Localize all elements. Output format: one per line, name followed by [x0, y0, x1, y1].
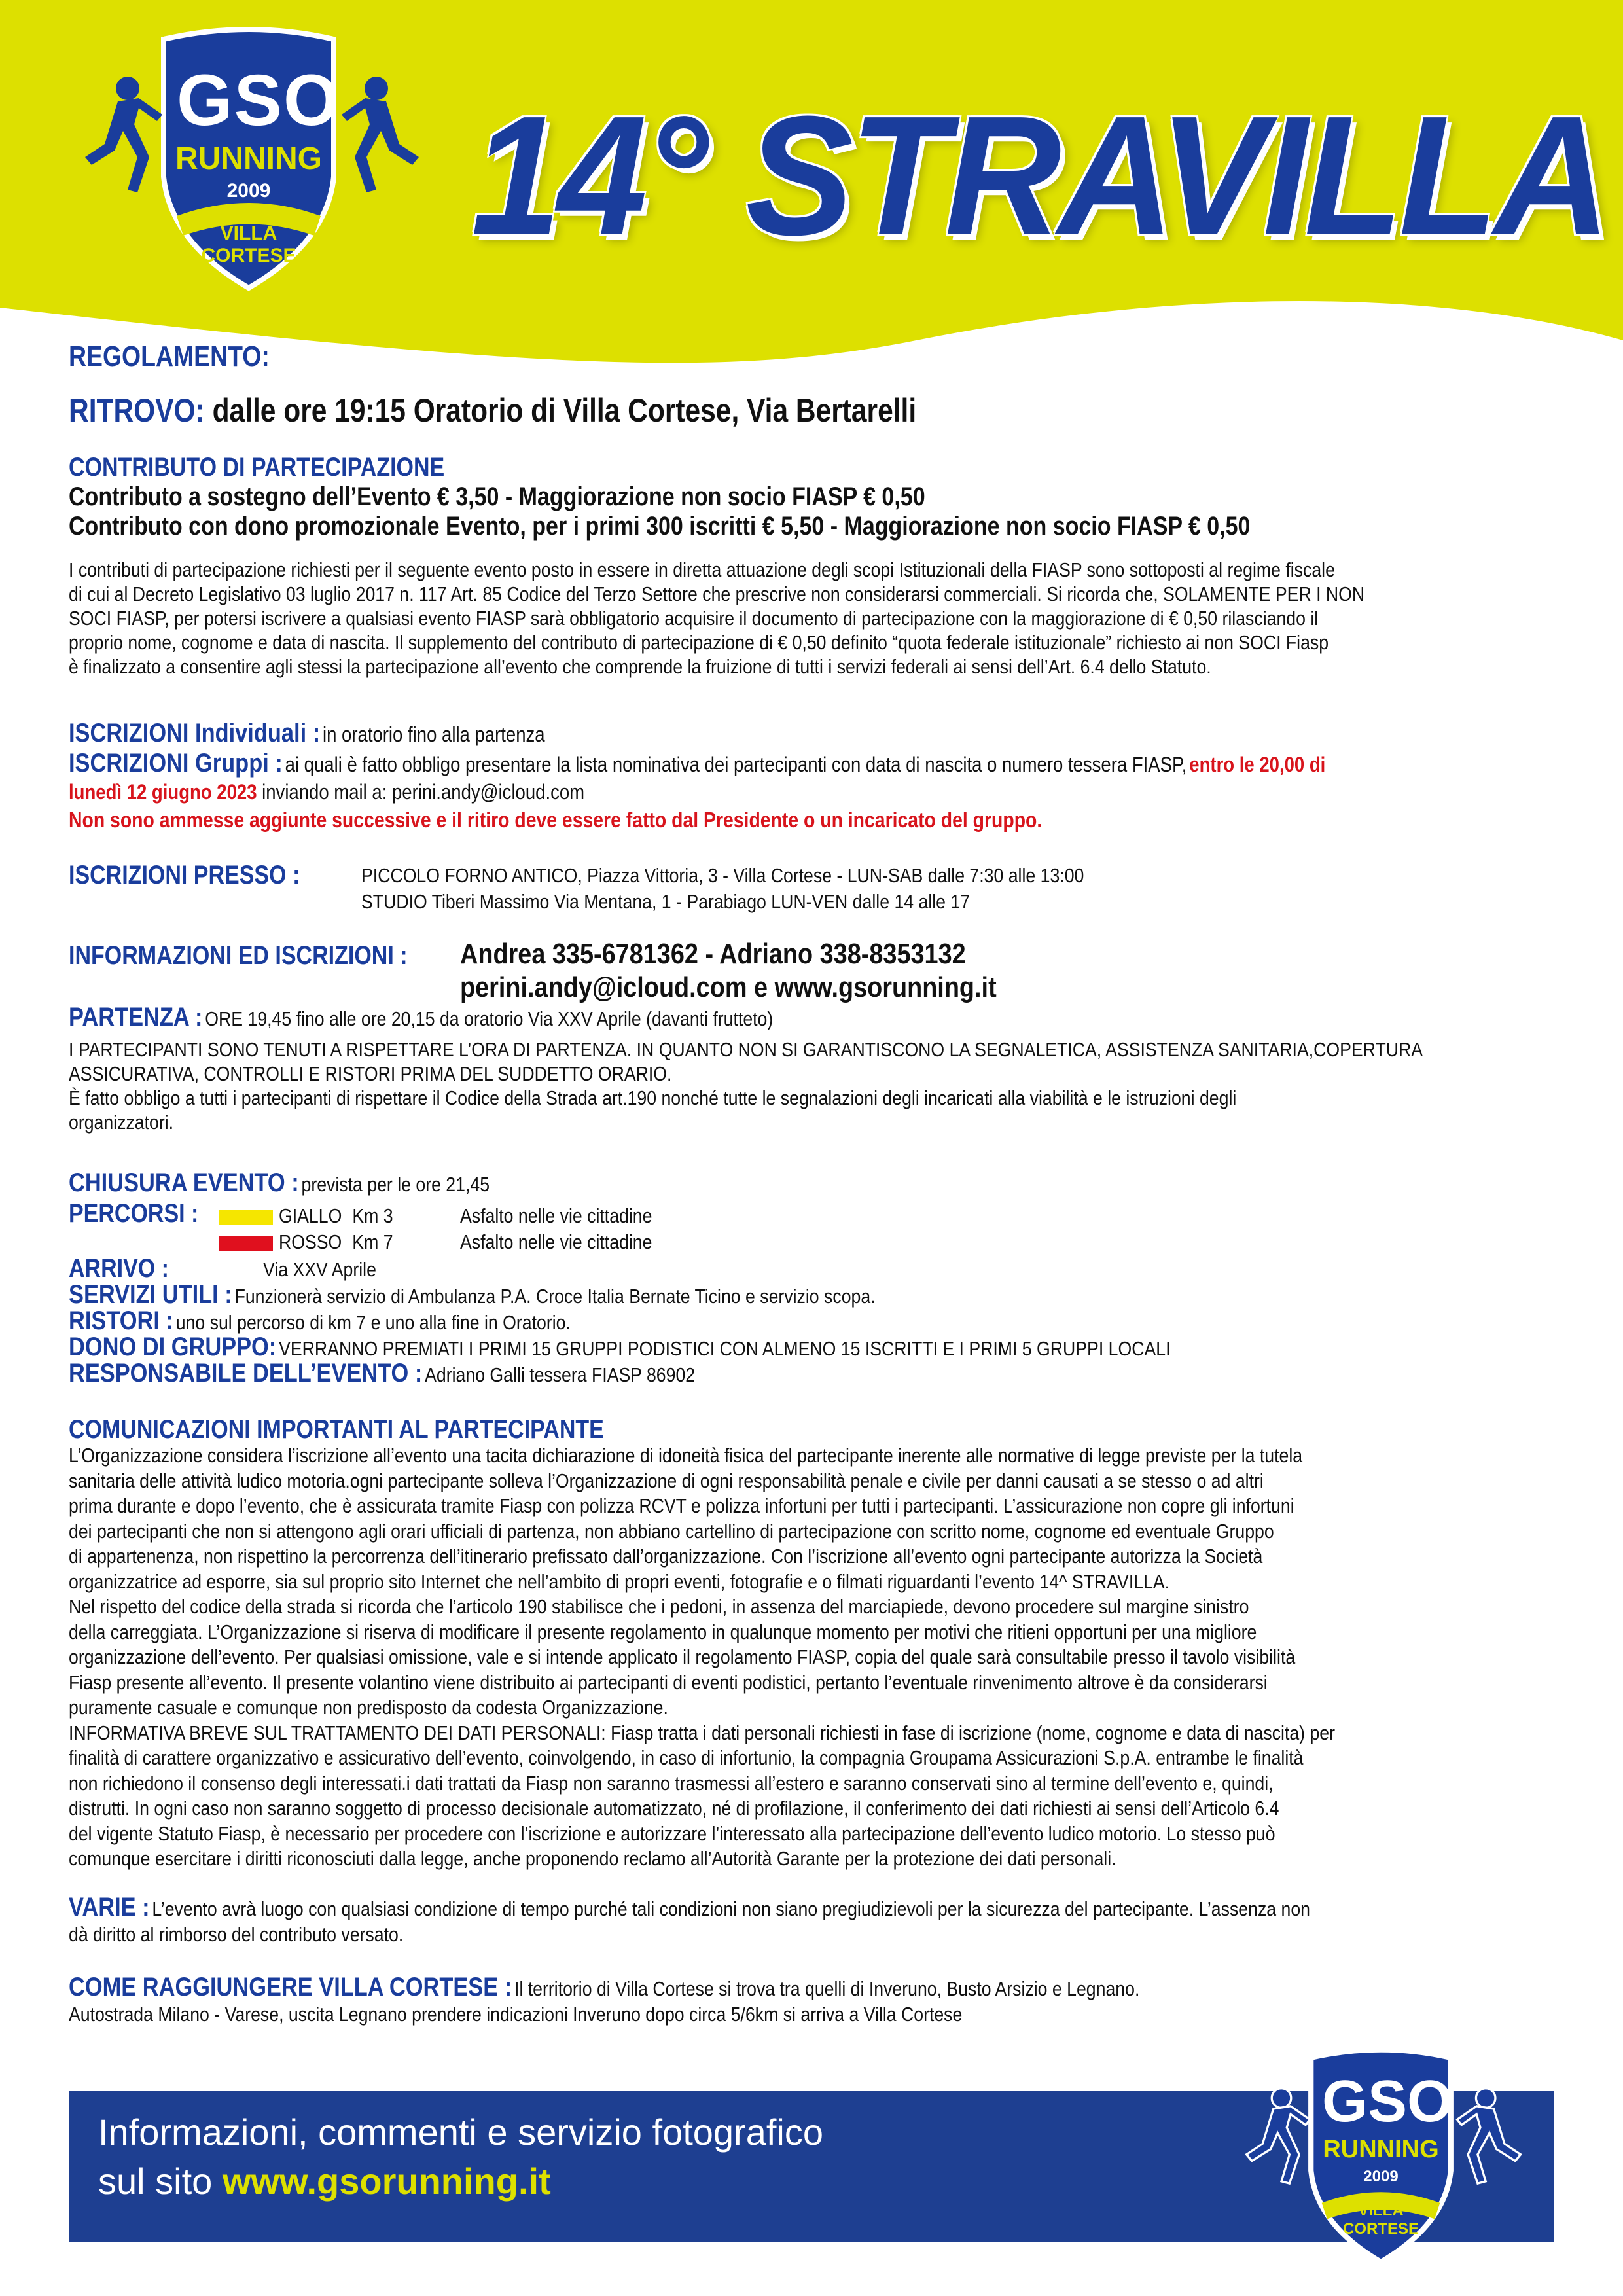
ristori-row — [69, 1306, 571, 1336]
iscrizioni-mail-row — [69, 780, 584, 804]
chiusura-text: prevista per le ore 21,45 — [301, 1173, 490, 1196]
iscrizioni-deadline-b: lunedì 12 giugno 2023 — [69, 780, 257, 804]
contributo-paragraph-line: è finalizzato a consentire agli stessi la partecipazione all’evento che comprende la fruizione di tutti i servizi federali ai sensi dell’Art. 6.4 dello Statuto. — [69, 655, 1211, 678]
servizi-row — [69, 1280, 876, 1310]
presso-label: ISCRIZIONI PRESSO : — [69, 861, 300, 889]
partenza-line: organizzatori. — [69, 1111, 174, 1134]
contributo-paragraph-line: SOCI FIASP, per potersi iscrivere a qualsiasi evento FIASP sarà obbligatorio acquisire il documento di partecipazione con la maggiorazione di € 0,50 rilasciando il — [69, 607, 1319, 630]
partenza-line: ASSICURATIVA, CONTROLLI E RISTORI PRIMA DEL SUDDETTO ORARIO. — [69, 1062, 672, 1085]
iscrizioni-gruppi-text: ai quali è fatto obbligo presentare la lista nominativa dei partecipanti con data di nascita o numero tessera FIASP, — [285, 753, 1187, 776]
route-note: Asfalto nelle vie cittadine — [460, 1230, 652, 1253]
percorsi-label: PERCORSI : — [69, 1199, 199, 1228]
come-row — [69, 1973, 1139, 2002]
logo-running-text: RUNNING — [175, 141, 322, 176]
presso-line1: PICCOLO FORNO ANTICO, Piazza Vittoria, 3 - Villa Cortese - LUN-SAB dalle 7:30 alle 13:00 — [361, 864, 1084, 887]
ritrovo-label: RITROVO: — [69, 392, 205, 429]
partenza-row — [69, 1003, 773, 1032]
comunicazioni-line: Nel rispetto del codice della strada si ricorda che l’articolo 190 stabilisce che i pedoni, in assenza del marciapiede, devono procedere sul margine sinistro — [69, 1595, 1249, 1618]
gso-logo-footer — [1230, 2042, 1531, 2278]
route-note: Asfalto nelle vie cittadine — [460, 1204, 652, 1227]
varie-row — [69, 1893, 1310, 1922]
varie-text2: dà diritto al rimborso del contributo versato. — [69, 1923, 404, 1946]
comunicazioni-paragraph — [69, 1443, 1465, 1872]
dono-text: VERRANNO PREMIATI I PRIMI 15 GRUPPI PODISTICI CON ALMENO 15 ISCRITTI E I PRIMI 5 GRUPPI LOCALI — [279, 1337, 1171, 1360]
comunicazioni-line: organizzazione dell’evento. Per qualsiasi omissione, vale e si intende applicato il regolamento FIASP, copia del quale sarà consultabile presso il tavolo visibilità — [69, 1645, 1296, 1668]
comunicazioni-line: finalità di carattere organizzativo e assicurativo dell’evento, coinvolgendo, in caso di infortunio, la compagnia Groupama Assicurazioni S.p.A. entrambe le finalità — [69, 1746, 1304, 1769]
route-km: Km 3 — [351, 1204, 393, 1227]
dono-row — [69, 1333, 1170, 1362]
event-title: 14° STRAVILLA — [471, 81, 1607, 271]
website-link[interactable]: www.gsorunning.it — [222, 2161, 551, 2202]
info-line1: Andrea 335-6781362 - Adriano 338-8353132 — [460, 938, 966, 970]
partenza-text: ORE 19,45 fino alle ore 20,15 da oratorio Via XXV Aprile (davanti frutteto) — [205, 1007, 774, 1030]
contributo-label: CONTRIBUTO DI PARTECIPAZIONE — [69, 453, 445, 482]
varie-label: VARIE : — [69, 1893, 150, 1922]
partenza-line: I PARTECIPANTI SONO TENUTI A RISPETTARE L’ORA DI PARTENZA. IN QUANTO NON SI GARANTISCONO LA SEGNALETICA, ASSISTENZA SANITARIA,COPERTURA — [69, 1038, 1423, 1061]
logo-year-text: 2009 — [226, 180, 271, 202]
comunicazioni-line: organizzatrice ad esporre, sia sul proprio sito Internet che nell’ambito di propri eventi, fotografie e o filmati riguardanti l’evento 14^ STRAVILLA. — [69, 1570, 1170, 1593]
logo-place-text: VILLA CORTESE — [1342, 2202, 1419, 2238]
route-name: GIALLO — [278, 1204, 342, 1227]
yellow-route-swatch — [219, 1210, 273, 1225]
comunicazioni-line: distrutti. In ogni caso non saranno soggetto di processo decisionale automatizzato, né di profilazione, il conferimento dei dati richiesti ai sensi dell’Articolo 6.4 — [69, 1797, 1279, 1820]
logo-gso-text: GSO — [177, 60, 341, 141]
comunicazioni-line: INFORMATIVA BREVE SUL TRATTAMENTO DEI DATI PERSONALI: Fiasp tratta i dati personali richiesti in fase di iscrizione (nome, cognome e data di nascita) per — [69, 1721, 1335, 1744]
contributo-paragraph-line: I contributi di partecipazione richiesti per il seguente evento posto in essere in diretta attuazione degli scopi Istituzionali della FIASP sono sottoposti al regime fiscale — [69, 558, 1335, 581]
chiusura-label: CHIUSURA EVENTO : — [69, 1168, 299, 1197]
iscrizioni-individuali-row — [69, 719, 545, 748]
partenza-paragraph — [69, 1037, 1465, 1134]
responsabile-label: RESPONSABILE DELL’EVENTO : — [69, 1359, 423, 1388]
come-label: COME RAGGIUNGERE VILLA CORTESE : — [69, 1973, 512, 2001]
info-label: INFORMAZIONI ED ISCRIZIONI : — [69, 941, 408, 970]
contributo-line2: Contributo con dono promozionale Evento, per i primi 300 iscritti € 5,50 - Maggiorazione non socio FIASP € 0,50 — [69, 512, 1251, 541]
comunicazioni-label: COMUNICAZIONI IMPORTANTI AL PARTECIPANTE — [69, 1415, 604, 1444]
comunicazioni-line: comunque esercitare i diritti riconosciuti dalla legge, anche proponendo reclamo all’Autorità Garante per la protezione dei dati personali. — [69, 1847, 1116, 1870]
footer-line2-prefix: sul sito — [98, 2161, 223, 2202]
ritrovo-row — [69, 391, 916, 429]
servizi-label: SERVIZI UTILI : — [69, 1280, 232, 1309]
comunicazioni-line: L’Organizzazione considera l’iscrizione all’evento una tacita dichiarazione di idoneità fisica del partecipante inerente alle normative di legge previste per la tutela — [69, 1444, 1303, 1467]
comunicazioni-line: della carreggiata. L’Organizzazione si riserva di modificare il presente regolamento in qualunque momento per motivi che ritieni opportuni per una migliore — [69, 1620, 1257, 1643]
arrivo-text: Via XXV Aprile — [263, 1258, 376, 1281]
presso-line2: STUDIO Tiberi Massimo Via Mentana, 1 - Parabiago LUN-VEN dalle 14 alle 17 — [361, 890, 971, 913]
contributo-paragraph — [69, 558, 1465, 679]
logo-running-text: RUNNING — [1323, 2136, 1439, 2163]
comunicazioni-line: sanitaria delle attività ludico motoria.ogni partecipante solleva l’Organizzazione di ogni responsabilità penale e civile per danni causati a se stesso o ad altri — [69, 1469, 1264, 1492]
chiusura-row — [69, 1168, 490, 1198]
contributo-paragraph-line: di cui al Decreto Legislativo 03 luglio 2017 n. 117 Art. 85 Codice del Terzo Settore che prescrive non considerarsi commerciali. Si ricorda che, SOLAMENTE PER I NON — [69, 583, 1365, 605]
logo-place-text: VILLA CORTESE — [201, 223, 296, 266]
logo-gso-text: GSO — [1322, 2069, 1454, 2134]
footer-line1: Informazioni, commenti e servizio fotografico — [98, 2111, 823, 2153]
iscrizioni-gruppi-row — [69, 749, 1325, 778]
iscrizioni-deadline-a: entro le 20,00 di — [1189, 753, 1326, 776]
iscrizioni-mail: inviando mail a: perini.andy@icloud.com — [262, 780, 585, 804]
comunicazioni-line: dei partecipanti che non si attengono agli orari ufficiali di partenza, non abbiano cartellino di partecipazione con scritto nome, cognome ed eventuale Gruppo — [69, 1519, 1274, 1543]
info-line2: perini.andy@icloud.com e www.gsorunning.it — [460, 971, 997, 1003]
comunicazioni-line: di appartenenza, non rispettino la percorrenza dell’itinerario prefissato dall’organizzazione. Con l’iscrizione all’evento ogni partecipante autorizza la Società — [69, 1545, 1263, 1568]
iscrizioni-warning: Non sono ammesse aggiunte successive e il ritiro deve essere fatto dal Presidente o un incaricato del gruppo. — [69, 808, 1043, 832]
comunicazioni-line: Fiasp presente all’evento. Il presente volantino viene distribuito ai partecipanti di eventi podistici, pertanto l’eventuale rinvenimento altrove è da considerarsi — [69, 1670, 1268, 1694]
iscrizioni-individuali-text: in oratorio fino alla partenza — [322, 723, 545, 746]
regolamento-label: REGOLAMENTO: — [69, 340, 270, 372]
gso-logo — [65, 26, 432, 301]
iscrizioni-individuali-label: ISCRIZIONI Individuali : — [69, 719, 321, 747]
logo-year-text: 2009 — [1363, 2168, 1399, 2185]
comunicazioni-line: non richiedono il consenso degli interessati.i dati trattati da Fiasp non saranno trasmessi all’estero e saranno conservati sino al termine dell’evento e, quindi, — [69, 1771, 1274, 1795]
contributo-paragraph-line: proprio nome, cognome e data di nascita. Il supplemento del contributo di partecipazione di € 0,50 definito “quota federale istituzionale” richiesto ai non SOCI Fiasp — [69, 631, 1329, 654]
dono-label: DONO DI GRUPPO: — [69, 1333, 277, 1361]
come-text2: Autostrada Milano - Varese, uscita Legnano prendere indicazioni Inveruno dopo circa 5/6km si arriva a Villa Cortese — [69, 2003, 963, 2026]
varie-text1: L’evento avrà luogo con qualsiasi condizione di tempo purché tali condizioni non siano pregiudizievoli per la sicurezza del partecipante. L’assenza non — [152, 1897, 1310, 1920]
iscrizioni-gruppi-label: ISCRIZIONI Gruppi : — [69, 749, 283, 778]
responsabile-row — [69, 1359, 695, 1388]
comunicazioni-line: del vigente Statuto Fiasp, è necessario per procedere con l’iscrizione e autorizzare l’interessato alla partecipazione dell’evento ludico motorio. Lo stesso può — [69, 1821, 1275, 1845]
red-route-swatch — [219, 1236, 273, 1251]
contributo-line1: Contributo a sostegno dell’Evento € 3,50 - Maggiorazione non socio FIASP € 0,50 — [69, 482, 925, 511]
partenza-line: È fatto obbligo a tutti i partecipanti di rispettare il Codice della Strada art.190 nonché tutte le segnalazioni degli incaricati alla viabilità e le istruzioni degli — [69, 1086, 1237, 1109]
comunicazioni-line: prima durante e dopo l’evento, che è assicurata tramite Fiasp con polizza RCVT e polizza infortuni per tutti i partecipanti. L’assicurazione non copre gli infortuni — [69, 1494, 1294, 1517]
route-name: ROSSO — [278, 1230, 342, 1253]
ristori-label: RISTORI : — [69, 1306, 173, 1335]
footer-line2 — [98, 2160, 551, 2202]
responsabile-text: Adriano Galli tessera FIASP 86902 — [425, 1363, 696, 1386]
servizi-text: Funzionerà servizio di Ambulanza P.A. Croce Italia Bernate Ticino e servizio scopa. — [234, 1285, 876, 1308]
ristori-text: uno sul percorso di km 7 e uno alla fine in Oratorio. — [175, 1311, 571, 1334]
partenza-label: PARTENZA : — [69, 1003, 203, 1031]
percorso-giallo — [219, 1204, 412, 1228]
percorso-rosso — [219, 1230, 412, 1254]
come-text1: Il territorio di Villa Cortese si trova tra quelli di Inveruno, Busto Arsizio e Legnano. — [514, 1977, 1140, 2000]
route-km: Km 7 — [351, 1230, 393, 1253]
comunicazioni-line: puramente casuale e comunque non predisposto da codesta Organizzazione. — [69, 1696, 668, 1719]
ritrovo-text: dalle ore 19:15 Oratorio di Villa Cortese, Via Bertarelli — [212, 392, 917, 429]
arrivo-label: ARRIVO : — [69, 1254, 169, 1283]
